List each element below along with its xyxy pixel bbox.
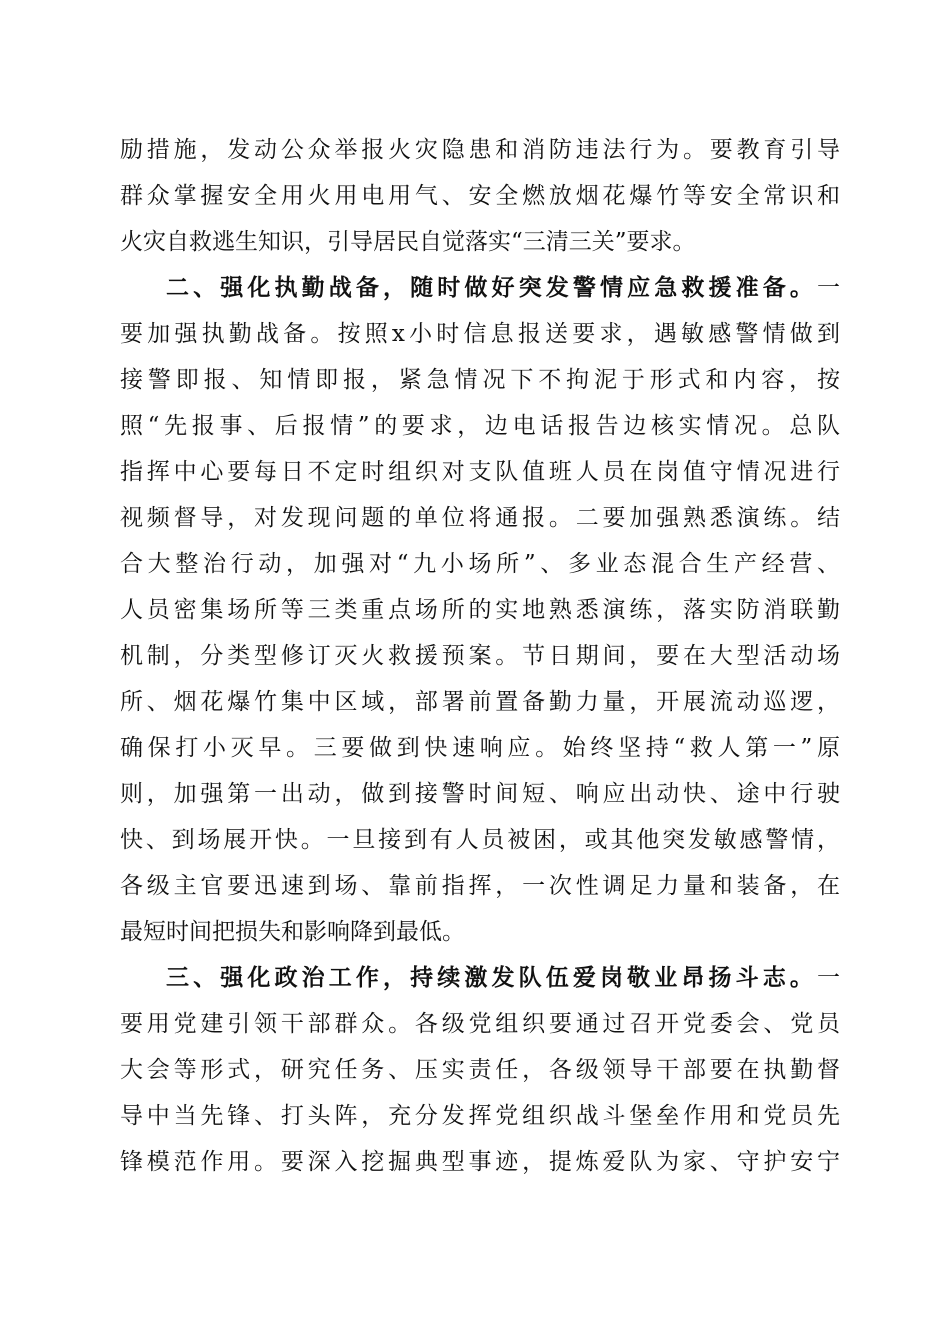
paragraph-line: 确保打小灭早。三要做到快速响应。始终坚持“救人第一”原 — [120, 735, 840, 761]
paragraph-line: 火灾自救逃生知识，引导居民自觉落实“三清三关”要求。 — [120, 229, 696, 255]
section-2-heading-tail: 一 — [817, 275, 840, 301]
paragraph-line: 锋模范作用。要深入挖掘典型事迹，提炼爱队为家、守护安宁 — [120, 1149, 840, 1175]
paragraph-line: 合大整治行动，加强对“九小场所”、多业态混合生产经营、 — [120, 551, 840, 577]
paragraph-line: 指挥中心要每日不定时组织对支队值班人员在岗值守情况进行 — [120, 459, 840, 485]
paragraph-line: 群众掌握安全用火用电用气、安全燃放烟花爆竹等安全常识和 — [120, 183, 840, 209]
paragraph-line: 大会等形式，研究任务、压实责任，各级领导干部要在执勤督 — [120, 1057, 840, 1083]
paragraph-line: 接警即报、知情即报，紧急情况下不拘泥于形式和内容，按 — [120, 367, 840, 393]
paragraph-line: 快、到场展开快。一旦接到有人员被困，或其他突发敏感警情， — [120, 827, 840, 853]
paragraph-line: 要加强执勤战备。按照x小时信息报送要求，遇敏感警情做到 — [120, 321, 840, 347]
section-2-heading: 二、强化执勤战备，随时做好突发警情应急救援准备。 — [166, 274, 817, 301]
section-3-first-line — [166, 956, 840, 1000]
paragraph-line: 机制，分类型修订灭火救援预案。节日期间，要在大型活动场 — [120, 643, 840, 669]
paragraph-line: 励措施，发动公众举报火灾隐患和消防违法行为。要教育引导 — [120, 137, 840, 163]
paragraph-line: 要用党建引领干部群众。各级党组织要通过召开党委会、党员 — [120, 1011, 840, 1037]
paragraph-line: 各级主官要迅速到场、靠前指挥，一次性调足力量和装备，在 — [120, 873, 840, 899]
section-2-first-line — [166, 266, 840, 310]
paragraph-line: 照“先报事、后报情”的要求，边电话报告边核实情况。总队 — [120, 413, 840, 439]
paragraph-line: 最短时间把损失和影响降到最低。 — [120, 919, 465, 945]
paragraph-line: 导中当先锋、打头阵，充分发挥党组织战斗堡垒作用和党员先 — [120, 1103, 840, 1129]
section-3-heading: 三、强化政治工作，持续激发队伍爱岗敬业昂扬斗志。 — [166, 964, 817, 991]
paragraph-line: 所、烟花爆竹集中区域，部署前置备勤力量，开展流动巡逻， — [120, 689, 840, 715]
paragraph-line: 人员密集场所等三类重点场所的实地熟悉演练，落实防消联勤 — [120, 597, 840, 623]
paragraph-line: 视频督导，对发现问题的单位将通报。二要加强熟悉演练。结 — [120, 505, 840, 531]
section-3-heading-tail: 一 — [817, 965, 840, 991]
paragraph-line: 则，加强第一出动，做到接警时间短、响应出动快、途中行驶 — [120, 781, 840, 807]
